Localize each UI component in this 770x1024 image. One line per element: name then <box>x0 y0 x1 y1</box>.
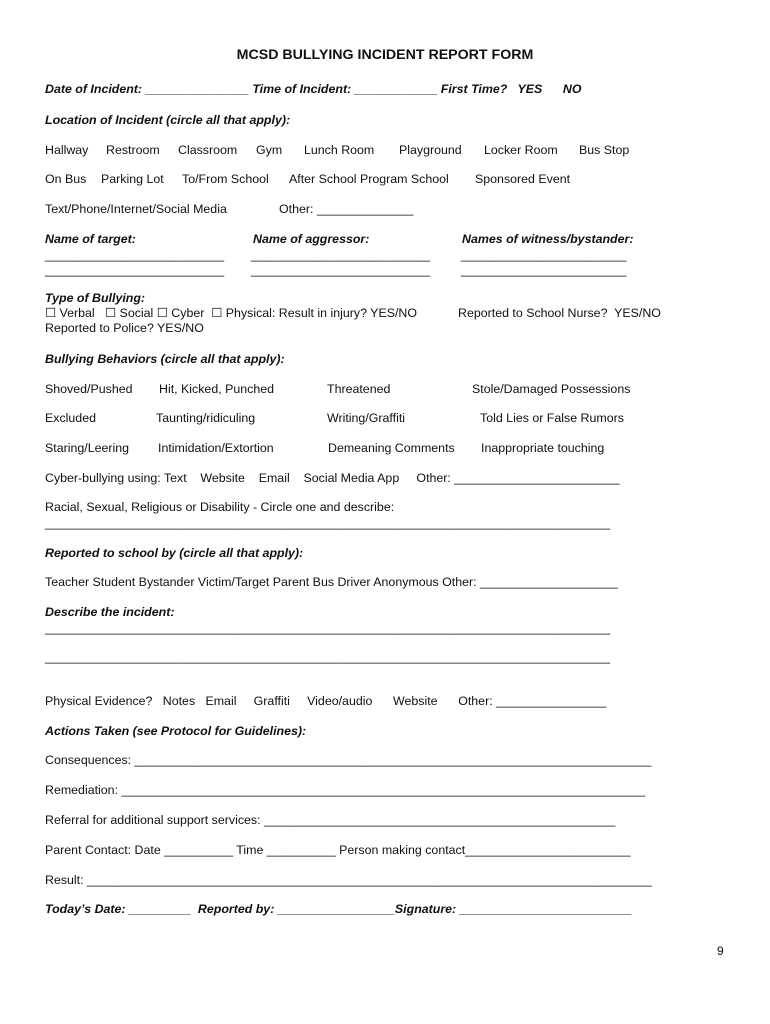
witness-field[interactable]: ________________________ <box>461 263 627 277</box>
behavior-option[interactable]: Excluded <box>45 411 96 425</box>
behavior-option[interactable]: Hit, Kicked, Punched <box>159 382 275 396</box>
form-title: MCSD BULLYING INCIDENT REPORT FORM <box>236 47 534 63</box>
location-option[interactable]: Playground <box>399 143 462 157</box>
evidence-line[interactable]: Physical Evidence? Notes Email Graffiti Video/audio Website Other: ________________ <box>45 694 607 708</box>
behavior-option[interactable]: Staring/Leering <box>45 441 130 455</box>
behavior-option[interactable]: Writing/Graffiti <box>327 411 406 425</box>
location-heading: Location of Incident (circle all that apply): <box>45 113 291 127</box>
racial-line[interactable]: Racial, Sexual, Religious or Disability - Circle one and describe: <box>45 500 395 514</box>
location-option[interactable]: After School Program School <box>289 172 449 186</box>
cyber-line[interactable]: Cyber-bullying using: Text Website Email Social Media App Other: ________________________ <box>45 471 620 485</box>
remediation-field[interactable]: Remediation: ____________________________________________________________________________ <box>45 783 646 797</box>
behaviors-heading: Bullying Behaviors (circle all that apply): <box>45 352 285 366</box>
footer-line[interactable]: Today’s Date: _________ Reported by: _________________Signature: _________________________ <box>45 902 632 916</box>
target-field[interactable]: __________________________ <box>45 263 225 277</box>
aggressor-label: Name of aggressor: <box>253 232 370 246</box>
location-option[interactable]: Bus Stop <box>579 143 630 157</box>
type-heading: Type of Bullying: <box>45 291 146 305</box>
behavior-option[interactable]: Told Lies or False Rumors <box>480 411 624 425</box>
location-option[interactable]: Gym <box>256 143 283 157</box>
police-question[interactable]: Reported to Police? YES/NO <box>45 321 204 335</box>
behavior-option[interactable]: Taunting/ridiculing <box>156 411 256 425</box>
behavior-option[interactable]: Inappropriate touching <box>481 441 605 455</box>
behavior-option[interactable]: Demeaning Comments <box>328 441 455 455</box>
location-option[interactable]: Hallway <box>45 143 89 157</box>
result-field[interactable]: Result: __________________________________________________________________________________ <box>45 873 653 887</box>
target-field[interactable]: __________________________ <box>45 248 225 262</box>
location-option[interactable]: On Bus <box>45 172 87 186</box>
location-option[interactable]: Text/Phone/Internet/Social Media <box>45 202 227 216</box>
describe-field[interactable]: __________________________________________________________________________________ <box>45 621 611 635</box>
location-option[interactable]: To/From School <box>182 172 269 186</box>
location-option[interactable]: Lunch Room <box>304 143 375 157</box>
target-label: Name of target: <box>45 232 136 246</box>
racial-field[interactable]: __________________________________________________________________________________ <box>45 516 611 530</box>
location-option[interactable]: Locker Room <box>484 143 558 157</box>
referral-field[interactable]: Referral for additional support services: ___________________________________________________ <box>45 813 616 827</box>
location-other-field[interactable]: Other: ______________ <box>279 202 414 216</box>
nurse-question[interactable]: Reported to School Nurse? YES/NO <box>458 306 661 320</box>
behavior-option[interactable]: Stole/Damaged Possessions <box>472 382 631 396</box>
describe-heading: Describe the incident: <box>45 605 175 619</box>
location-option[interactable]: Parking Lot <box>101 172 164 186</box>
incident-line[interactable]: Date of Incident: _______________ Time of Incident: ____________ First Time? YES NO <box>45 82 582 96</box>
behavior-option[interactable]: Intimidation/Extortion <box>158 441 274 455</box>
actions-heading: Actions Taken (see Protocol for Guidelines): <box>45 724 307 738</box>
location-option[interactable]: Sponsored Event <box>475 172 571 186</box>
witness-label: Names of witness/bystander: <box>462 232 634 246</box>
witness-field[interactable]: ________________________ <box>461 248 627 262</box>
parent-contact-field[interactable]: Parent Contact: Date __________ Time __________ Person making contact________________________ <box>45 843 631 857</box>
location-option[interactable]: Restroom <box>106 143 160 157</box>
consequences-field[interactable]: Consequences: ___________________________________________________________________________ <box>45 753 652 767</box>
aggressor-field[interactable]: __________________________ <box>251 248 431 262</box>
reported-heading: Reported to school by (circle all that apply): <box>45 546 304 560</box>
describe-field[interactable]: __________________________________________________________________________________ <box>45 650 611 664</box>
page-number: 9 <box>717 944 724 958</box>
behavior-option[interactable]: Shoved/Pushed <box>45 382 133 396</box>
location-option[interactable]: Classroom <box>178 143 238 157</box>
aggressor-field[interactable]: __________________________ <box>251 263 431 277</box>
type-options[interactable]: ☐ Verbal ☐ Social ☐ Cyber ☐ Physical: Result in injury? YES/NO <box>45 306 418 320</box>
reported-line[interactable]: Teacher Student Bystander Victim/Target Parent Bus Driver Anonymous Other: ____________________ <box>45 575 618 589</box>
behavior-option[interactable]: Threatened <box>327 382 391 396</box>
